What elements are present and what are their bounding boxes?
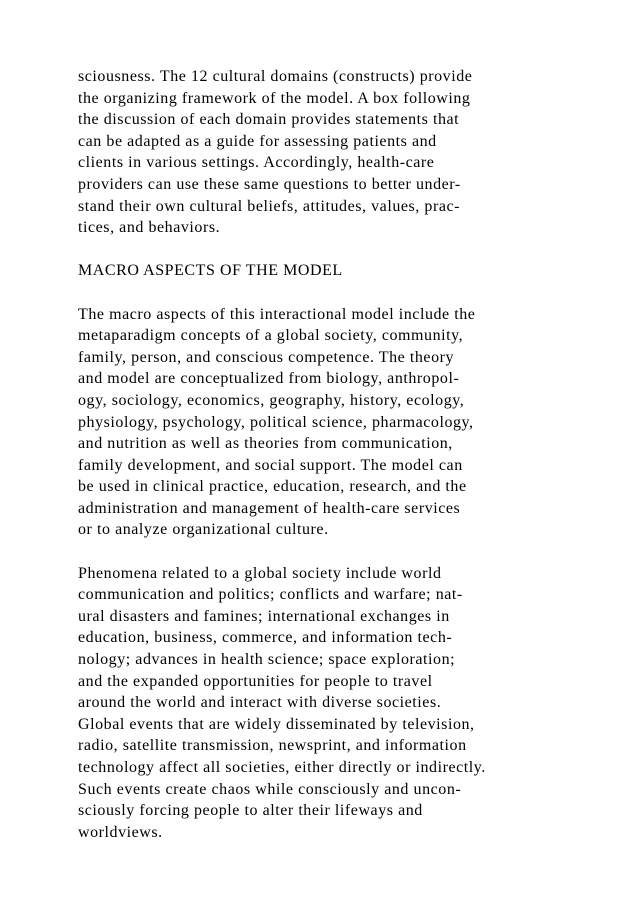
heading-text: MACRO ASPECTS OF THE MODEL	[78, 262, 343, 280]
text-line: radio, satellite transmission, newsprint, and information	[78, 737, 467, 755]
text-line: Phenomena related to a global society include world	[78, 564, 442, 582]
text-line: sciousness. The 12 cultural domains (constructs) provide	[78, 68, 473, 85]
text-line: tices, and behaviors.	[78, 219, 221, 237]
text-line: Global events that are widely disseminated by television,	[78, 715, 475, 733]
paragraph-intro	[78, 66, 598, 239]
text-line: administration and management of health-care services	[78, 499, 461, 517]
text-line: worldviews.	[78, 823, 163, 841]
section-heading	[78, 260, 598, 282]
text-line: metaparadigm concepts of a global society, community,	[78, 327, 464, 345]
text-line: nology; advances in health science; space exploration;	[78, 651, 456, 669]
text-line: Such events create chaos while consciously and uncon-	[78, 780, 462, 798]
text-line: the discussion of each domain provides statements that	[78, 111, 460, 129]
text-line: and nutrition as well as theories from communication,	[78, 435, 453, 453]
text-line: ogy, sociology, economics, geography, history, ecology,	[78, 391, 465, 409]
text-line: ural disasters and famines; international exchanges in	[78, 607, 450, 625]
text-line: stand their own cultural beliefs, attitudes, values, prac-	[78, 197, 461, 215]
text-line: education, business, commerce, and information tech-	[78, 629, 453, 647]
text-line: can be adapted as a guide for assessing patients and	[78, 132, 437, 150]
text-line: family, person, and conscious competence. The theory	[78, 348, 455, 366]
text-line: the organizing framework of the model. A box following	[78, 89, 471, 107]
text-line: The macro aspects of this interactional model include the	[78, 305, 476, 323]
text-line: technology affect all societies, either directly or indirectly.	[78, 759, 486, 776]
text-line: around the world and interact with diverse societies.	[78, 694, 442, 712]
text-line: or to analyze organizational culture.	[78, 521, 329, 539]
text-line: providers can use these same questions to better under-	[78, 175, 461, 193]
text-line: communication and politics; conflicts and warfare; nat-	[78, 586, 463, 604]
paragraph-global-society	[78, 563, 598, 844]
text-line: sciously forcing people to alter their lifeways and	[78, 802, 423, 820]
text-line: and model are conceptualized from biology, anthropol-	[78, 370, 460, 388]
text-line: physiology, psychology, political science, pharmacology,	[78, 413, 474, 431]
text-line: be used in clinical practice, education, research, and the	[78, 478, 467, 496]
text-line: family development, and social support. The model can	[78, 456, 463, 474]
paragraph-macro-aspects	[78, 304, 598, 542]
text-line: and the expanded opportunities for people to travel	[78, 672, 433, 690]
text-line: clients in various settings. Accordingly, health-care	[78, 154, 435, 172]
document-page	[78, 66, 598, 865]
